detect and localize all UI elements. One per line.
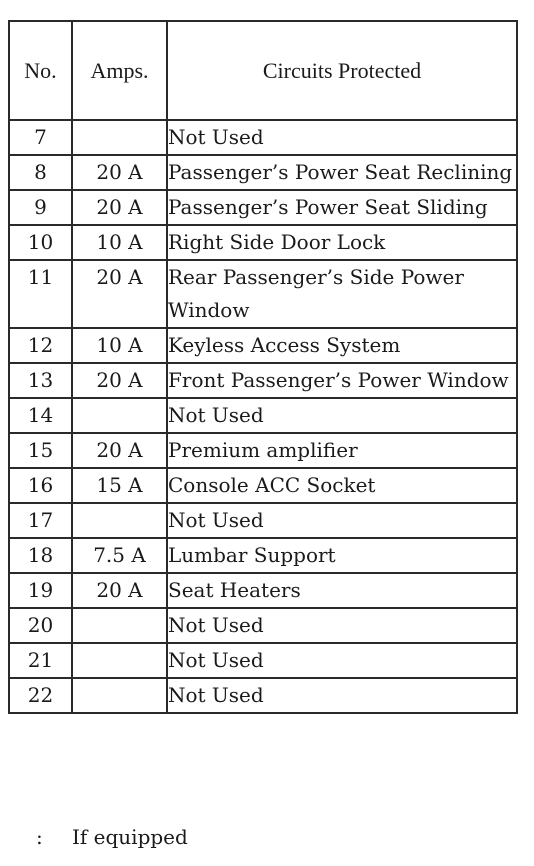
table-row — [9, 120, 517, 155]
fuse-circuit: Not Used — [167, 643, 517, 678]
fuse-amps — [72, 678, 167, 713]
fuse-number: 17 — [9, 503, 72, 538]
fuse-amps: 20 A — [72, 260, 167, 328]
fuse-number: 10 — [9, 225, 72, 260]
fuse-amps: 10 A — [72, 225, 167, 260]
fuse-circuit: Not Used — [167, 503, 517, 538]
fuse-amps: 20 A — [72, 155, 167, 190]
header-amps: Amps. — [72, 21, 167, 120]
table-row — [9, 643, 517, 678]
table-row — [9, 433, 517, 468]
fuse-amps: 20 A — [72, 363, 167, 398]
fuse-circuit: Lumbar Support — [167, 538, 517, 573]
header-circuits: Circuits Protected — [167, 21, 517, 120]
fuse-number: 14 — [9, 398, 72, 433]
fuse-circuit: Seat Heaters — [167, 573, 517, 608]
fuse-amps: 20 A — [72, 433, 167, 468]
fuse-number: 18 — [9, 538, 72, 573]
fuse-table-body — [9, 120, 517, 713]
table-row — [9, 225, 517, 260]
table-row — [9, 503, 517, 538]
fuse-number: 19 — [9, 573, 72, 608]
fuse-number: 12 — [9, 328, 72, 363]
fuse-amps: 7.5 A — [72, 538, 167, 573]
fuse-amps — [72, 503, 167, 538]
fuse-circuit: Not Used — [167, 398, 517, 433]
fuse-amps: 20 A — [72, 190, 167, 225]
fuse-number: 16 — [9, 468, 72, 503]
header-no: No. — [9, 21, 72, 120]
fuse-number: 15 — [9, 433, 72, 468]
table-row — [9, 538, 517, 573]
header-row — [9, 21, 517, 120]
table-row — [9, 608, 517, 643]
fuse-circuit: Front Passenger’s Power Window — [167, 363, 517, 398]
table-row — [9, 155, 517, 190]
fuse-circuit: Right Side Door Lock — [167, 225, 517, 260]
fuse-number: 22 — [9, 678, 72, 713]
fuse-circuit: Passenger’s Power Seat Reclining — [167, 155, 517, 190]
fuse-circuit: Premium amplifier — [167, 433, 517, 468]
fuse-circuit: Not Used — [167, 608, 517, 643]
fuse-circuit: Keyless Access System — [167, 328, 517, 363]
fuse-number: 8 — [9, 155, 72, 190]
fuse-number: 7 — [9, 120, 72, 155]
fuse-amps — [72, 398, 167, 433]
fuse-number: 13 — [9, 363, 72, 398]
table-row — [9, 328, 517, 363]
fuse-circuit: Not Used — [167, 120, 517, 155]
fuse-circuit: Console ACC Socket — [167, 468, 517, 503]
fuse-number: 21 — [9, 643, 72, 678]
fuse-amps: 20 A — [72, 573, 167, 608]
footnote-mark: : — [36, 825, 43, 849]
footnote — [36, 822, 188, 852]
table-row — [9, 573, 517, 608]
table-row — [9, 468, 517, 503]
table-row — [9, 363, 517, 398]
fuse-table — [8, 20, 518, 714]
fuse-number: 11 — [9, 260, 72, 328]
table-row — [9, 190, 517, 225]
fuse-circuit: Rear Passenger’s Side Power Window — [167, 260, 517, 328]
table-row — [9, 398, 517, 433]
table-row — [9, 260, 517, 328]
fuse-circuit: Not Used — [167, 678, 517, 713]
fuse-amps: 10 A — [72, 328, 167, 363]
fuse-number: 20 — [9, 608, 72, 643]
table-row — [9, 678, 517, 713]
fuse-number: 9 — [9, 190, 72, 225]
fuse-amps — [72, 608, 167, 643]
footnote-text: If equipped — [72, 825, 188, 849]
fuse-amps: 15 A — [72, 468, 167, 503]
fuse-amps — [72, 120, 167, 155]
fuse-circuit: Passenger’s Power Seat Sliding — [167, 190, 517, 225]
fuse-amps — [72, 643, 167, 678]
